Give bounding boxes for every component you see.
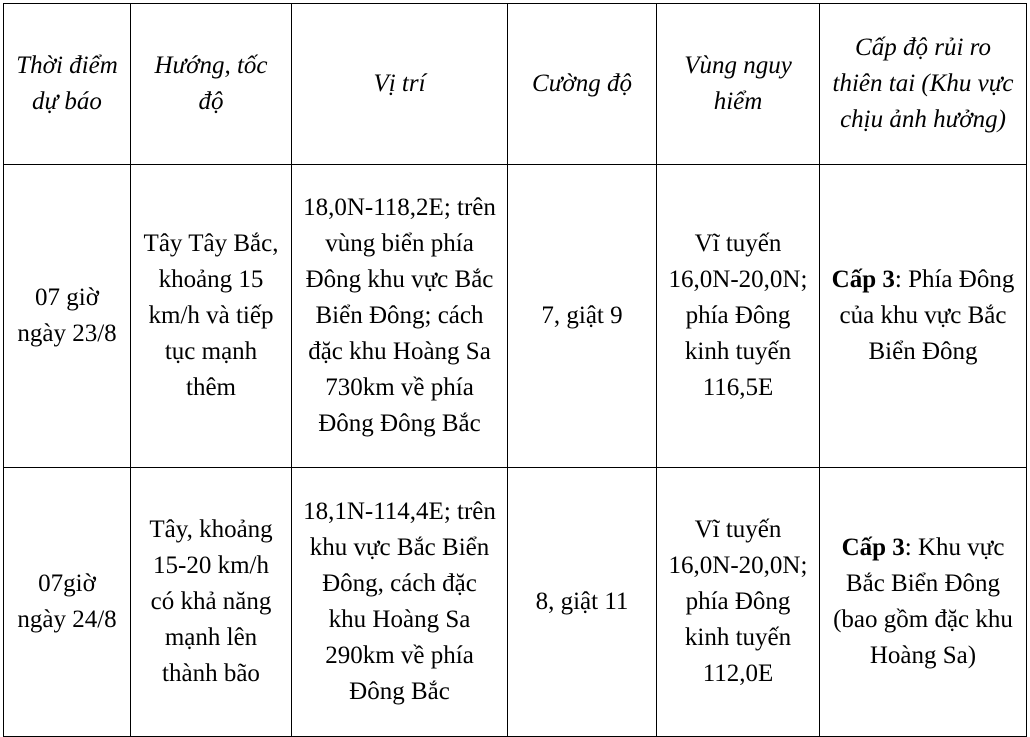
cell-intensity: 7, giật 9 [508,165,657,468]
cell-forecast-time: 07 giờ ngày 23/8 [4,165,131,468]
header-direction-speed: Hướng, tốc độ [131,4,292,165]
cell-danger-zone: Vĩ tuyến 16,0N-20,0N; phía Đông kinh tuyến 112,0E [657,468,820,737]
table-header [4,4,1027,165]
cell-position: 18,0N-118,2E; trên vùng biển phía Đông khu vực Bắc Biển Đông; cách đặc khu Hoàng Sa 730km về phía Đông Đông Bắc [292,165,508,468]
risk-area-text: : Khu vực Bắc Biển Đông (bao gồm đặc khu Hoàng Sa) [833,534,1013,669]
cell-direction-speed: Tây Tây Bắc, khoảng 15 km/h và tiếp tục mạnh thêm [131,165,292,468]
cell-danger-zone: Vĩ tuyến 16,0N-20,0N; phía Đông kinh tuyến 116,5E [657,165,820,468]
cell-intensity: 8, giật 11 [508,468,657,737]
header-forecast-time: Thời điểm dự báo [4,4,131,165]
table-row [4,165,1027,468]
header-position: Vị trí [292,4,508,165]
table-body [4,165,1027,737]
cell-risk [820,468,1027,737]
forecast-table [3,3,1027,737]
table-row [4,468,1027,737]
header-row [4,4,1027,165]
risk-level-label: Cấp 3 [841,534,905,561]
header-danger-zone: Vùng nguy hiểm [657,4,820,165]
header-intensity: Cường độ [508,4,657,165]
risk-level-label: Cấp 3 [831,266,895,293]
cell-forecast-time: 07giờ ngày 24/8 [4,468,131,737]
cell-risk [820,165,1027,468]
cell-direction-speed: Tây, khoảng 15-20 km/h có khả năng mạnh lên thành bão [131,468,292,737]
header-risk-level: Cấp độ rủi ro thiên tai (Khu vực chịu ảnh hưởng) [820,4,1027,165]
cell-position: 18,1N-114,4E; trên khu vực Bắc Biển Đông, cách đặc khu Hoàng Sa 290km về phía Đông Bắc [292,468,508,737]
risk-area-text: : Phía Đông của khu vực Bắc Biển Đông [839,266,1015,365]
